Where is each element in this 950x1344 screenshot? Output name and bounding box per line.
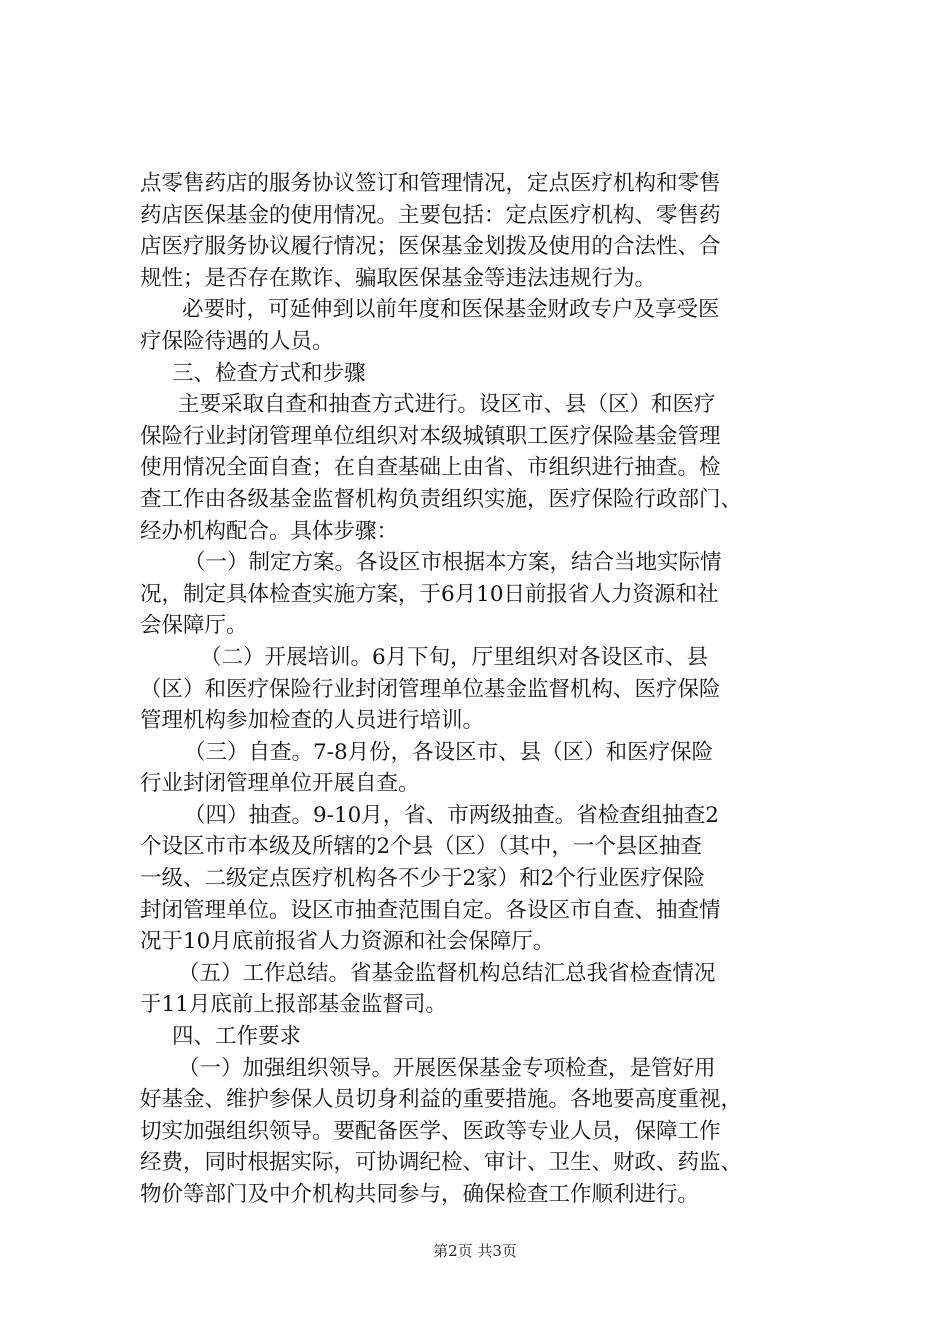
text-line: 点零售药店的服务协议签订和管理情况，定点医疗机构和零售: [140, 171, 721, 196]
text-line: 封闭管理单位。设区市抽查范围自定。各设区市自查、抽查情: [140, 897, 721, 923]
text-line: （五）工作总结。省基金监督机构总结汇总我省检查情况: [178, 960, 716, 986]
text-line: 疗保险待遇的人员。: [140, 328, 334, 354]
text-line: 查工作由各级基金监督机构负责组织实施，医疗保险行政部门、: [140, 486, 743, 512]
text-line: （一）加强组织领导。开展医保基金专项检查，是管好用: [178, 1055, 716, 1081]
text-line: 物价等部门及中介机构共同参与，确保检查工作顺利进行。: [140, 1182, 700, 1207]
text-line: （四）抽查。9-10月，省、市两级抽查。省检查组抽查2: [184, 802, 719, 828]
text-line: （区）和医疗保险行业封闭管理单位基金监督机构、医疗保险: [140, 676, 721, 702]
text-line: 药店医保基金的使用情况。主要包括：定点医疗机构、零售药: [140, 202, 721, 228]
text-line: 经费，同时根据实际，可协调纪检、审计、卫生、财政、药监、: [140, 1150, 743, 1176]
text-line: 使用情况全面自查；在自查基础上由省、市组织进行抽查。检: [140, 455, 721, 481]
text-line: 店医疗服务协议履行情况；医保基金划拨及使用的合法性、合: [140, 234, 721, 260]
text-line: 四、工作要求: [172, 1024, 302, 1050]
text-line: 行业封闭管理单位开展自查。: [140, 771, 420, 797]
text-line: 会保障厅。: [140, 613, 248, 639]
text-line: 管理机构参加检查的人员进行培训。: [140, 708, 485, 734]
text-line: （一）制定方案。各设区市根据本方案，结合当地实际情: [184, 550, 722, 576]
text-line: 经办机构配合。具体步骤：: [140, 518, 399, 544]
document-body: [140, 168, 830, 1211]
text-line: 保险行业封闭管理单位组织对本级城镇职工医疗保险基金管理: [140, 423, 721, 449]
text-line: 个设区市市本级及所辖的2个县（区）（其中，一个县区抽查: [140, 834, 702, 860]
text-line: 况于10月底前报省人力资源和社会保障厅。: [140, 929, 555, 955]
text-line: 况，制定具体检查实施方案，于6月10日前报省人力资源和社: [140, 581, 719, 607]
text-line: （二）开展培训。6月下旬，厅里组织对各设区市、县: [200, 644, 709, 670]
text-line: 必要时，可延伸到以前年度和医保基金财政专户及享受医: [182, 297, 720, 323]
text-line: 主要采取自查和抽查方式进行。设区市、县（区）和医疗: [178, 392, 716, 418]
text-line: 规性；是否存在欺诈、骗取医保基金等违法违规行为。: [140, 265, 657, 291]
text-line: （三）自查。7-8月份，各设区市、县（区）和医疗保险: [184, 739, 714, 765]
text-line: 好基金、维护参保人员切身利益的重要措施。各地要高度重视，: [140, 1087, 743, 1113]
text-line: 一级、二级定点医疗机构各不少于2家）和2个行业医疗保险: [140, 866, 705, 892]
text-line: 于11月底前上报部基金监督司。: [140, 992, 447, 1018]
page-footer: 第2页 共3页: [433, 1242, 517, 1260]
text-line: 切实加强组织领导。要配备医学、医政等专业人员，保障工作: [140, 1118, 721, 1144]
text-line: 三、检查方式和步骤: [172, 360, 366, 386]
